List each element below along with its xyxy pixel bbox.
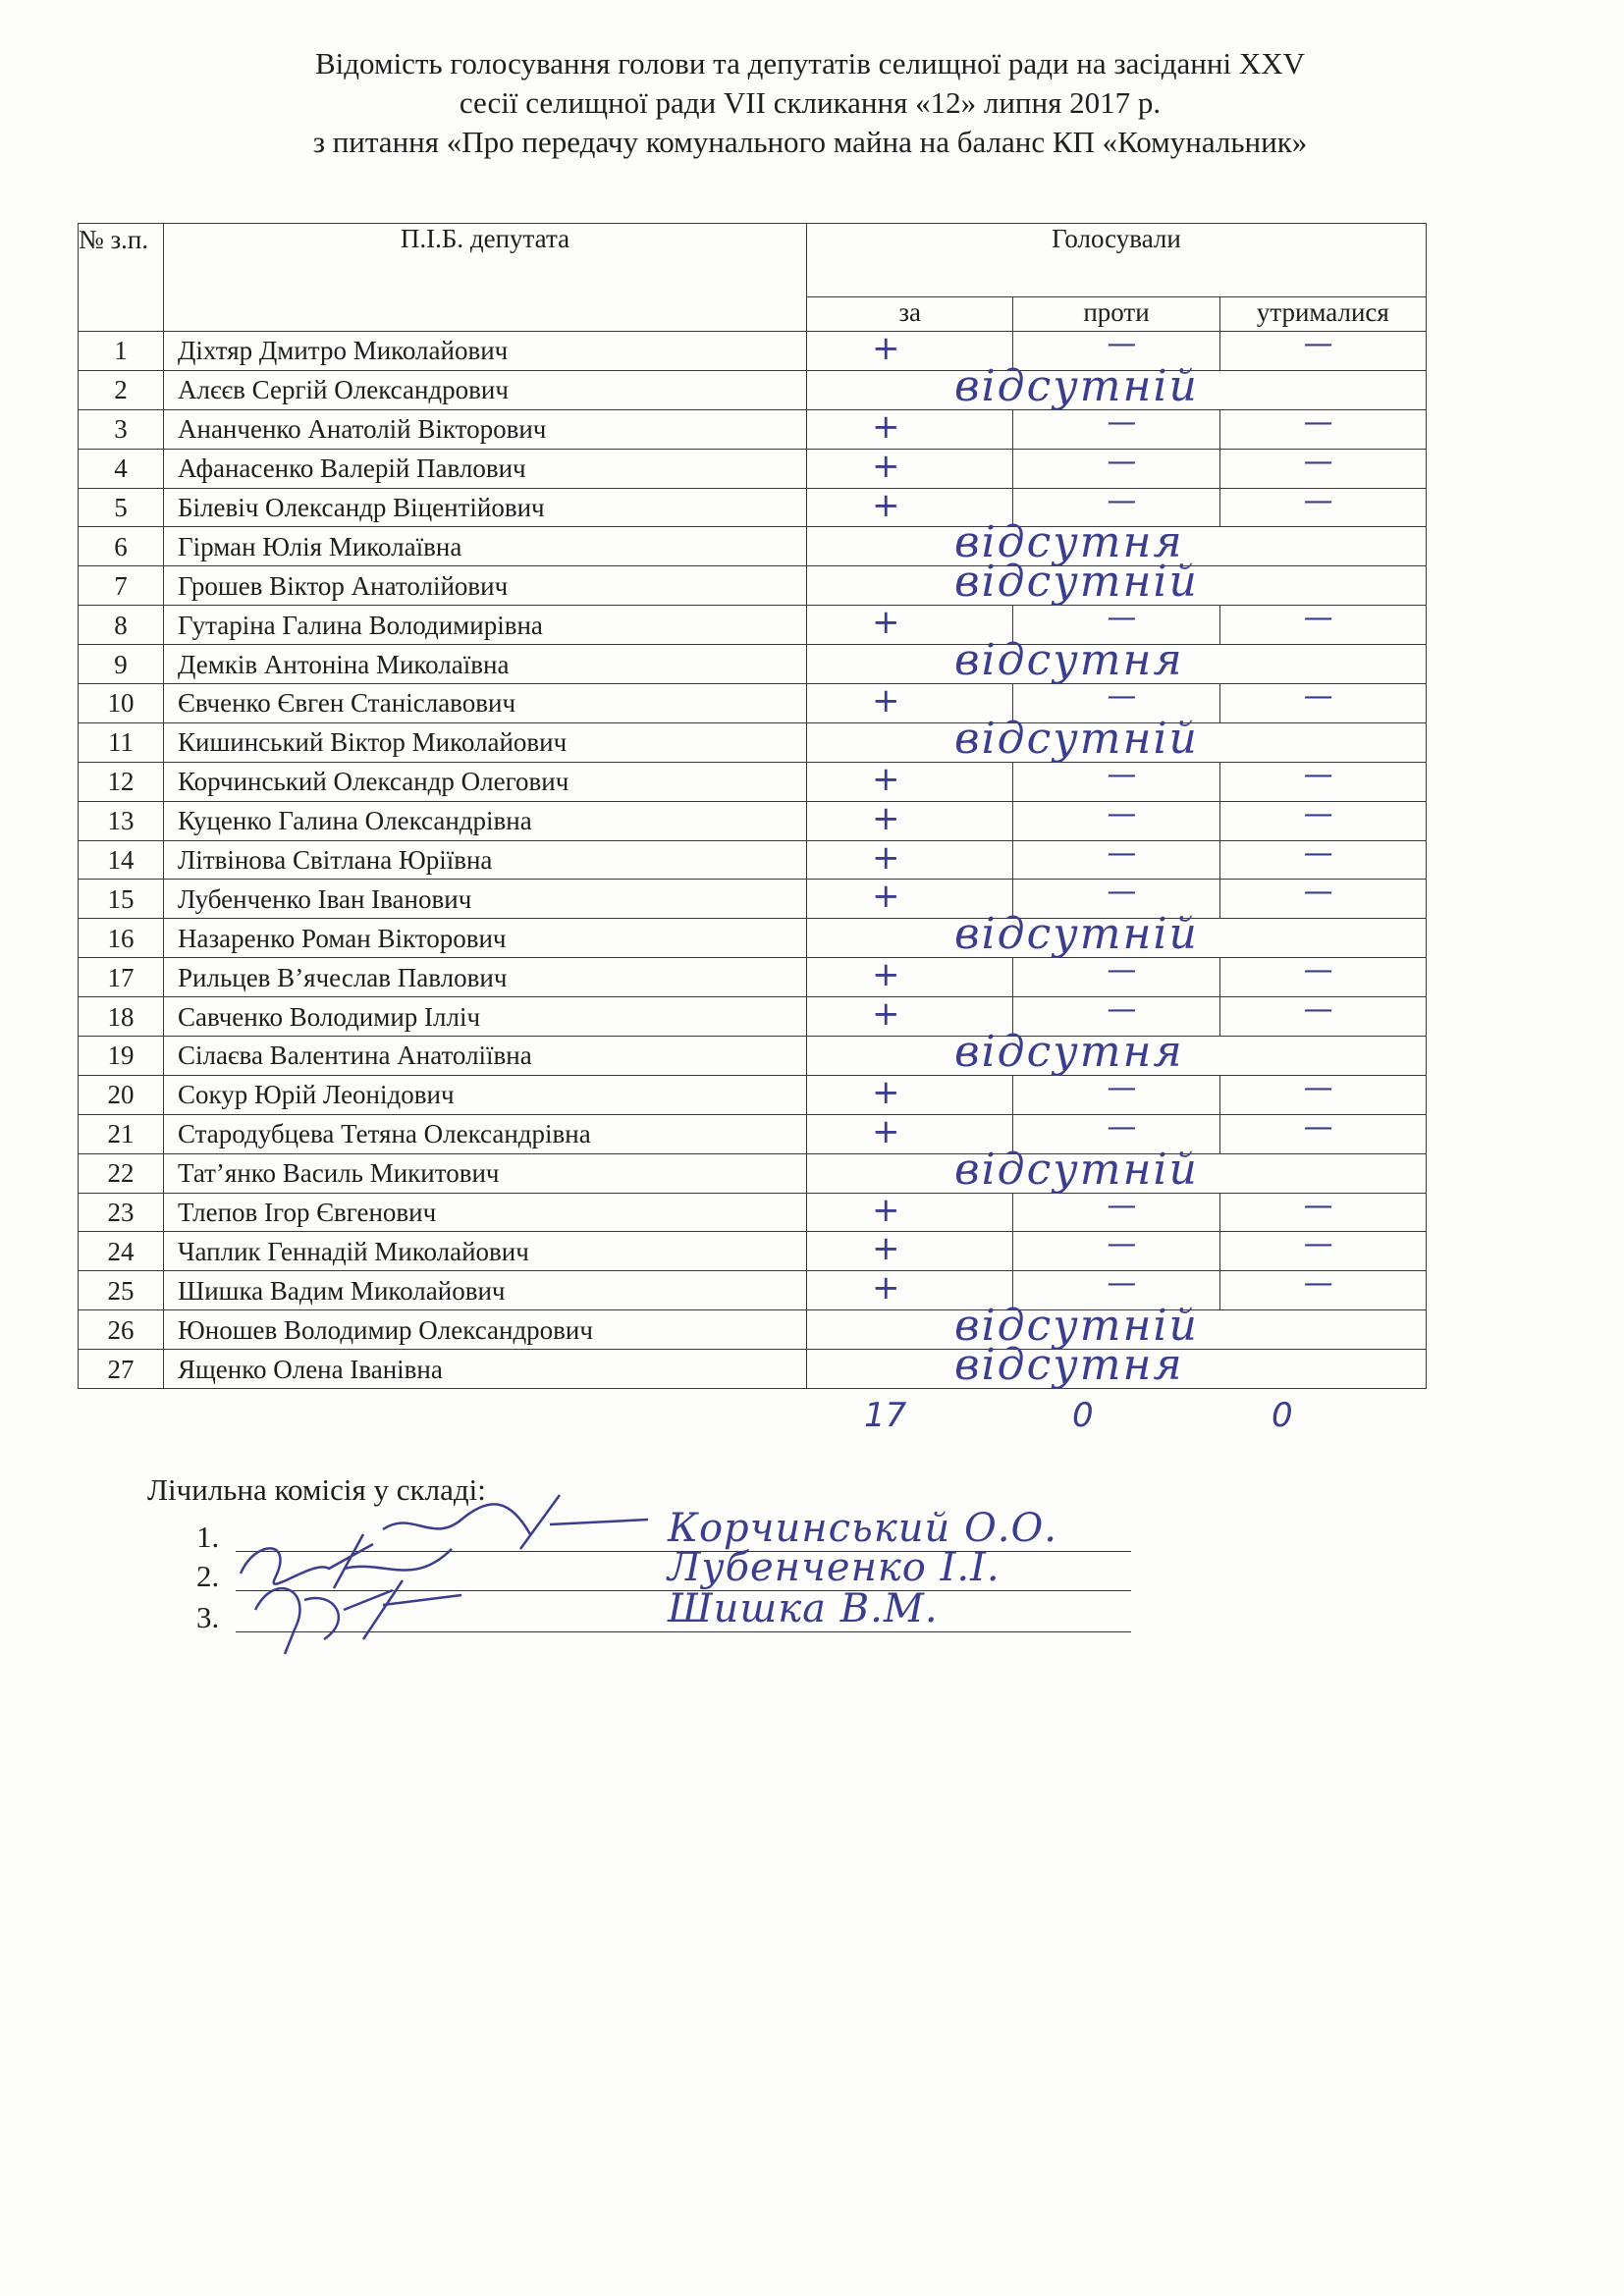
vote-against-mark: — xyxy=(1107,409,1137,440)
table-row xyxy=(79,880,1427,919)
table-row xyxy=(79,1153,1427,1193)
deputy-name: Стародубцева Тетяна Олександрівна xyxy=(164,1114,807,1153)
row-number: 4 xyxy=(79,449,164,488)
vote-against-cell xyxy=(1013,1193,1219,1232)
vote-abstained-cell xyxy=(1219,332,1426,371)
commission-title: Лічильна комісія у складі: xyxy=(147,1472,486,1507)
table-row xyxy=(79,1310,1427,1350)
table-row xyxy=(79,1075,1427,1114)
member-index: 1. xyxy=(196,1520,220,1554)
row-number: 16 xyxy=(79,919,164,958)
vote-for-cell xyxy=(807,1232,1013,1271)
vote-for-mark: + xyxy=(872,801,900,838)
deputy-name: Рильцев В’ячеслав Павлович xyxy=(164,958,807,997)
vote-for-cell xyxy=(807,1075,1013,1114)
vote-abstained-cell xyxy=(1219,1114,1426,1153)
total-for: 17 xyxy=(864,1396,907,1435)
member-name-handwritten: Шишка В.М. xyxy=(668,1586,939,1631)
vote-abstained-cell xyxy=(1219,1193,1426,1232)
vote-for-mark: + xyxy=(872,957,900,995)
deputy-name: Демків Антоніна Миколаївна xyxy=(164,645,807,684)
table-body xyxy=(79,332,1427,1389)
absence-cell xyxy=(807,557,1427,608)
vote-abstained-mark: — xyxy=(1303,449,1333,479)
vote-against-cell xyxy=(1013,1075,1219,1114)
deputy-name: Сілаєва Валентина Анатоліївна xyxy=(164,1037,807,1076)
table-row xyxy=(79,332,1427,371)
vote-for-mark: + xyxy=(872,1270,900,1308)
member-index: 3. xyxy=(196,1600,220,1634)
vote-against-mark: — xyxy=(1107,957,1137,988)
row-number: 5 xyxy=(79,488,164,527)
vote-against-mark: — xyxy=(1107,331,1137,361)
deputy-name: Ященко Олена Іванівна xyxy=(164,1350,807,1389)
vote-against-mark: — xyxy=(1107,605,1137,636)
vote-for-mark: + xyxy=(872,1193,900,1230)
col-against-header: проти xyxy=(1013,297,1219,332)
row-number: 24 xyxy=(79,1232,164,1271)
row-number: 1 xyxy=(79,332,164,371)
vote-abstained-mark: — xyxy=(1303,488,1333,518)
row-number: 6 xyxy=(79,527,164,566)
col-name-header: П.І.Б. депутата xyxy=(164,224,807,332)
vote-for-cell xyxy=(807,762,1013,801)
row-number: 13 xyxy=(79,801,164,840)
table-row xyxy=(79,722,1427,762)
member-name-handwritten: Корчинський О.О. xyxy=(668,1506,1057,1551)
vote-against-mark: — xyxy=(1107,488,1137,518)
table-row xyxy=(79,1193,1427,1232)
table-row xyxy=(79,1271,1427,1310)
vote-for-mark: + xyxy=(872,762,900,799)
vote-against-mark: — xyxy=(1107,840,1137,871)
vote-abstained-mark: — xyxy=(1303,331,1333,361)
deputy-name: Кишинський Віктор Миколайович xyxy=(164,722,807,762)
absence-note: відсутній xyxy=(954,360,1199,411)
absence-cell xyxy=(807,909,1427,960)
table-row xyxy=(79,527,1427,566)
total-against: 0 xyxy=(1072,1396,1094,1435)
table-row xyxy=(79,801,1427,840)
row-number: 17 xyxy=(79,958,164,997)
vote-for-mark: + xyxy=(872,840,900,878)
vote-for-cell xyxy=(807,840,1013,880)
vote-abstained-mark: — xyxy=(1303,683,1333,715)
vote-for-mark: + xyxy=(872,409,900,447)
header-line-2: сесії селищної ради VІІ скликання «12» липня 2017 р. xyxy=(459,85,1162,120)
vote-against-mark: — xyxy=(1107,1114,1137,1145)
vote-for-mark: + xyxy=(872,488,900,525)
vote-against-mark: — xyxy=(1107,762,1137,792)
deputy-name: Гутаріна Галина Володимирівна xyxy=(164,606,807,645)
vote-abstained-mark: — xyxy=(1303,996,1333,1028)
deputy-name: Лубенченко Іван Іванович xyxy=(164,880,807,919)
vote-against-cell xyxy=(1013,840,1219,880)
col-number-header: № з.п. xyxy=(79,224,164,332)
vote-against-mark: — xyxy=(1107,879,1137,910)
row-number: 7 xyxy=(79,566,164,606)
absence-note: відсутня xyxy=(954,1340,1184,1391)
row-number: 14 xyxy=(79,840,164,880)
vote-against-cell xyxy=(1013,762,1219,801)
vote-abstained-cell xyxy=(1219,449,1426,488)
vote-abstained-cell xyxy=(1219,958,1426,997)
signature-3 xyxy=(236,1571,491,1659)
table-row xyxy=(79,997,1427,1037)
absence-cell xyxy=(807,1027,1427,1078)
deputy-name: Грошев Віктор Анатолійович xyxy=(164,566,807,606)
vote-against-mark: — xyxy=(1107,1231,1137,1262)
col-voted-header: Голосували xyxy=(807,224,1427,297)
table-row xyxy=(79,840,1427,880)
vote-against-mark: — xyxy=(1107,996,1137,1028)
vote-abstained-mark: — xyxy=(1303,1114,1333,1145)
row-number: 2 xyxy=(79,370,164,409)
deputy-name: Назаренко Роман Вікторович xyxy=(164,919,807,958)
absence-cell xyxy=(807,635,1427,686)
table-row xyxy=(79,684,1427,723)
row-number: 9 xyxy=(79,645,164,684)
vote-abstained-mark: — xyxy=(1303,957,1333,988)
vote-for-cell xyxy=(807,449,1013,488)
header-line-3: з питання «Про передачу комунального майна на баланс КП «Комунальник» xyxy=(312,125,1308,159)
table-row xyxy=(79,370,1427,409)
row-number: 25 xyxy=(79,1271,164,1310)
vote-abstained-cell xyxy=(1219,840,1426,880)
vote-against-mark: — xyxy=(1107,801,1137,831)
vote-abstained-cell xyxy=(1219,684,1426,723)
vote-abstained-cell xyxy=(1219,1075,1426,1114)
vote-abstained-cell xyxy=(1219,1232,1426,1271)
vote-abstained-cell xyxy=(1219,997,1426,1037)
deputy-name: Євченко Євген Станіславович xyxy=(164,684,807,723)
table-row xyxy=(79,762,1427,801)
vote-for-mark: + xyxy=(872,996,900,1035)
row-number: 15 xyxy=(79,880,164,919)
total-abstained: 0 xyxy=(1272,1396,1293,1435)
absence-note: відсутня xyxy=(954,635,1184,686)
deputy-name: Ананченко Анатолій Вікторович xyxy=(164,409,807,449)
deputy-name: Шишка Вадим Миколайович xyxy=(164,1271,807,1310)
vote-for-mark: + xyxy=(872,449,900,486)
absence-note: відсутній xyxy=(954,557,1199,608)
row-number: 21 xyxy=(79,1114,164,1153)
deputy-name: Чаплик Геннадій Миколайович xyxy=(164,1232,807,1271)
vote-abstained-mark: — xyxy=(1303,840,1333,871)
table-row xyxy=(79,1114,1427,1153)
vote-for-mark: + xyxy=(872,1114,900,1151)
absence-note: відсутня xyxy=(954,517,1184,568)
vote-for-cell xyxy=(807,958,1013,997)
vote-for-mark: + xyxy=(872,879,900,917)
absence-note: відсутній xyxy=(954,713,1199,764)
vote-for-cell xyxy=(807,409,1013,449)
table-row xyxy=(79,488,1427,527)
deputy-name: Білевіч Олександр Віцентійович xyxy=(164,488,807,527)
vote-abstained-cell xyxy=(1219,880,1426,919)
absence-note: відсутня xyxy=(954,1027,1184,1078)
deputy-name: Савченко Володимир Ілліч xyxy=(164,997,807,1037)
vote-abstained-mark: — xyxy=(1303,409,1333,440)
deputy-name: Юношев Володимир Олександрович xyxy=(164,1310,807,1350)
col-abstained-header: утрималися xyxy=(1219,297,1426,332)
deputy-name: Тлепов Ігор Євгенович xyxy=(164,1193,807,1232)
deputy-name: Куценко Галина Олександрівна xyxy=(164,801,807,840)
vote-against-mark: — xyxy=(1107,1270,1137,1302)
table-row xyxy=(79,409,1427,449)
vote-abstained-mark: — xyxy=(1303,801,1333,831)
vote-abstained-mark: — xyxy=(1303,879,1333,910)
table-row xyxy=(79,958,1427,997)
vote-against-mark: — xyxy=(1107,683,1137,715)
member-name-handwritten: Лубенченко І.І. xyxy=(668,1545,1001,1590)
vote-abstained-mark: — xyxy=(1303,762,1333,792)
vote-abstained-cell xyxy=(1219,801,1426,840)
deputy-name: Тат’янко Василь Микитович xyxy=(164,1153,807,1193)
deputy-name: Афанасенко Валерій Павлович xyxy=(164,449,807,488)
vote-abstained-cell xyxy=(1219,762,1426,801)
vote-abstained-mark: — xyxy=(1303,1075,1333,1105)
absence-note: відсутній xyxy=(954,1144,1199,1195)
row-number: 27 xyxy=(79,1350,164,1389)
document-header xyxy=(147,44,1473,162)
absence-cell xyxy=(807,713,1427,764)
vote-against-cell xyxy=(1013,958,1219,997)
member-index: 2. xyxy=(196,1559,220,1593)
absence-note: відсутній xyxy=(954,1301,1199,1352)
row-number: 26 xyxy=(79,1310,164,1350)
vote-abstained-mark: — xyxy=(1303,605,1333,636)
row-number: 20 xyxy=(79,1075,164,1114)
vote-against-mark: — xyxy=(1107,1075,1137,1105)
vote-abstained-cell xyxy=(1219,1271,1426,1310)
deputy-name: Алєєв Сергій Олександрович xyxy=(164,370,807,409)
row-number: 8 xyxy=(79,606,164,645)
row-number: 10 xyxy=(79,684,164,723)
table-row xyxy=(79,919,1427,958)
vote-for-mark: + xyxy=(872,331,900,368)
vote-against-mark: — xyxy=(1107,1193,1137,1223)
vote-against-cell xyxy=(1013,801,1219,840)
col-for-header: за xyxy=(807,297,1013,332)
table-row xyxy=(79,645,1427,684)
vote-abstained-cell xyxy=(1219,488,1426,527)
row-number: 12 xyxy=(79,762,164,801)
row-number: 19 xyxy=(79,1037,164,1076)
vote-for-mark: + xyxy=(872,1231,900,1269)
row-number: 23 xyxy=(79,1193,164,1232)
vote-abstained-cell xyxy=(1219,409,1426,449)
vote-against-cell xyxy=(1013,409,1219,449)
table-row xyxy=(79,1232,1427,1271)
vote-abstained-mark: — xyxy=(1303,1193,1333,1223)
table-row xyxy=(79,449,1427,488)
deputy-name: Сокур Юрій Леонідович xyxy=(164,1075,807,1114)
vote-for-mark: + xyxy=(872,605,900,643)
vote-against-cell xyxy=(1013,1232,1219,1271)
absence-cell xyxy=(807,1144,1427,1195)
row-number: 22 xyxy=(79,1153,164,1193)
deputy-name: Гірман Юлія Миколаївна xyxy=(164,527,807,566)
deputy-name: Корчинський Олександр Олегович xyxy=(164,762,807,801)
row-number: 11 xyxy=(79,722,164,762)
row-number: 18 xyxy=(79,997,164,1037)
absence-cell xyxy=(807,360,1427,411)
voting-table xyxy=(78,223,1427,1389)
vote-abstained-mark: — xyxy=(1303,1231,1333,1262)
absence-note: відсутній xyxy=(954,909,1199,960)
commission-member-3 xyxy=(196,1586,1131,1635)
vote-for-mark: + xyxy=(872,683,900,721)
absence-cell xyxy=(807,1340,1427,1391)
vote-for-mark: + xyxy=(872,1075,900,1112)
table-row xyxy=(79,1350,1427,1389)
vote-for-cell xyxy=(807,801,1013,840)
vote-against-cell xyxy=(1013,449,1219,488)
table-row xyxy=(79,1037,1427,1076)
table-row xyxy=(79,566,1427,606)
header-line-1: Відомість голосування голови та депутатів селищної ради на засіданні XXV xyxy=(314,46,1306,80)
vote-for-cell xyxy=(807,1193,1013,1232)
deputy-name: Діхтяр Дмитро Миколайович xyxy=(164,332,807,371)
row-number: 3 xyxy=(79,409,164,449)
vote-abstained-cell xyxy=(1219,606,1426,645)
vote-against-mark: — xyxy=(1107,449,1137,479)
deputy-name: Літвінова Світлана Юріївна xyxy=(164,840,807,880)
table-row xyxy=(79,606,1427,645)
vote-abstained-mark: — xyxy=(1303,1270,1333,1302)
